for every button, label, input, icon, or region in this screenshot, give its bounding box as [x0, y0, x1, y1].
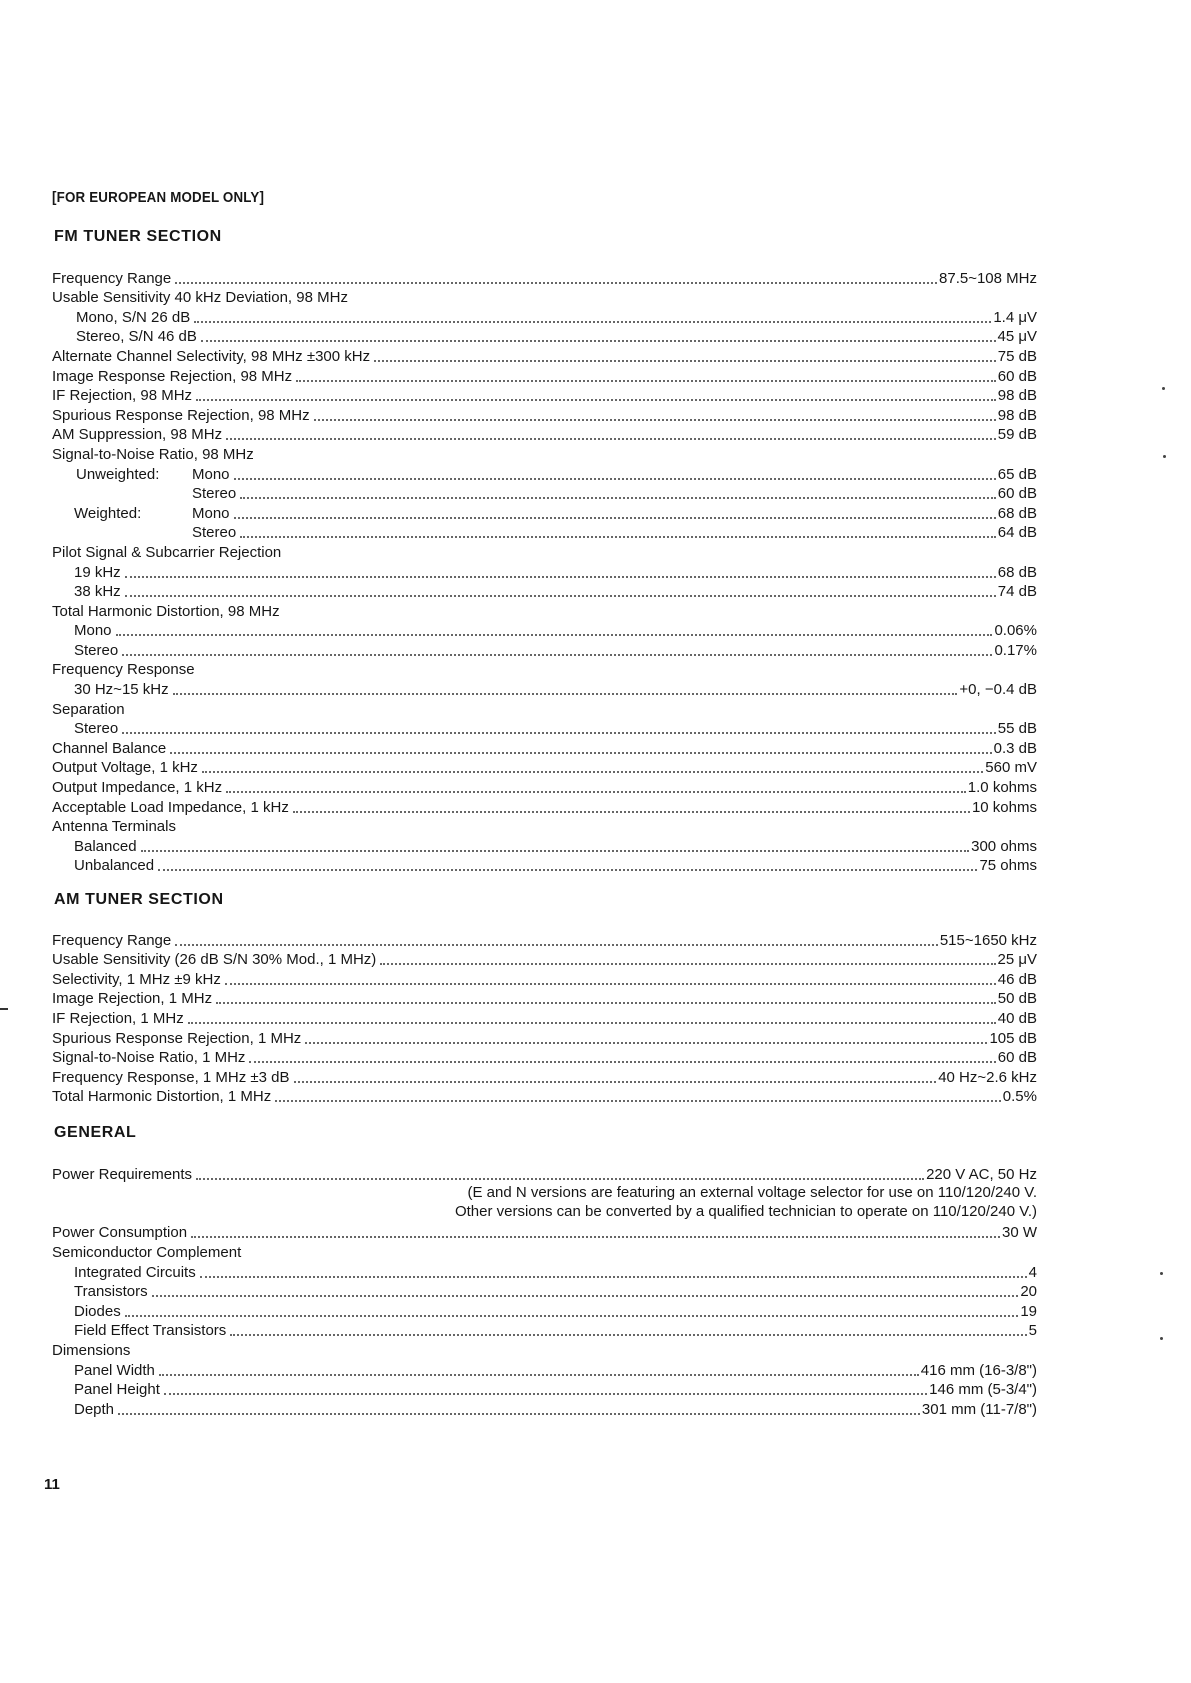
- spec-value: 20: [1020, 1283, 1037, 1301]
- spec-value: 59 dB: [997, 426, 1037, 444]
- spec-row: [52, 267, 1037, 287]
- spec-value: 75 ohms: [979, 857, 1037, 875]
- dot-leader: [202, 758, 983, 773]
- spec-value: 146 mm (5-3/4"): [929, 1381, 1037, 1399]
- spec-label: Diodes: [74, 1302, 121, 1320]
- voltage-note-line-2: Other versions can be converted by a qualified technician to operate on 110/120/240 V.): [454, 1203, 1037, 1221]
- spec-value: 46 dB: [997, 970, 1037, 988]
- spec-subheading: Dimensions: [52, 1341, 131, 1359]
- spec-value: 1.0 kohms: [967, 779, 1037, 797]
- dot-leader: [216, 989, 996, 1004]
- spec-label: Total Harmonic Distortion, 1 MHz: [52, 1088, 272, 1106]
- spec-value: 64 dB: [997, 524, 1037, 542]
- spec-value: 68 dB: [997, 563, 1037, 581]
- spec-row: [52, 385, 1037, 405]
- spec-label: Power Consumption: [52, 1224, 188, 1242]
- dot-leader: [374, 347, 996, 362]
- spec-subheading: Usable Sensitivity 40 kHz Deviation, 98 MHz: [52, 289, 348, 307]
- spec-label: Image Response Rejection, 98 MHz: [52, 367, 293, 385]
- dot-leader: [200, 1263, 1027, 1278]
- spec-label: Integrated Circuits: [74, 1263, 196, 1281]
- spec-row: [52, 968, 1037, 988]
- spec-row: [52, 1379, 1037, 1399]
- dot-leader: [201, 327, 996, 342]
- spec-label: Stereo: [192, 524, 237, 542]
- spec-value: 0.5%: [1002, 1088, 1037, 1106]
- spec-label: Signal-to-Noise Ratio, 1 MHz: [52, 1049, 246, 1067]
- general-section-title: GENERAL: [54, 1124, 137, 1141]
- spec-value: 560 mV: [985, 759, 1037, 777]
- spec-value: 40 dB: [997, 1009, 1037, 1027]
- dot-leader: [314, 406, 996, 421]
- spec-value: 87.5~108 MHz: [939, 269, 1037, 287]
- dot-leader: [125, 1302, 1019, 1317]
- dot-leader: [122, 641, 992, 656]
- scan-speck: [1160, 1337, 1163, 1340]
- spec-label: Acceptable Load Impedance, 1 kHz: [52, 798, 289, 816]
- dot-leader: [249, 1048, 995, 1063]
- am-spec-list: [52, 929, 1037, 1105]
- spec-value: 105 dB: [989, 1029, 1037, 1047]
- spec-label: Frequency Response, 1 MHz ±3 dB: [52, 1068, 290, 1086]
- spec-label: Balanced: [74, 837, 137, 855]
- spec-subheading: Frequency Response: [52, 661, 195, 679]
- spec-row: [52, 949, 1037, 969]
- spec-row: [52, 463, 1037, 483]
- spec-value: 300 ohms: [971, 837, 1037, 855]
- spec-label: Stereo: [74, 720, 119, 738]
- spec-row: [52, 424, 1037, 444]
- spec-value: 0.17%: [994, 641, 1037, 659]
- spec-subheading: Total Harmonic Distortion, 98 MHz: [52, 602, 280, 620]
- spec-row: [52, 1066, 1037, 1086]
- dot-leader: [230, 1321, 1026, 1336]
- dot-leader: [170, 739, 991, 754]
- am-section-title: AM TUNER SECTION: [54, 891, 224, 908]
- dot-leader: [125, 582, 996, 597]
- spec-label: Mono: [74, 622, 112, 640]
- spec-label: Spurious Response Rejection, 98 MHz: [52, 406, 310, 424]
- spec-label: Spurious Response Rejection, 1 MHz: [52, 1029, 302, 1047]
- scan-speck: [1162, 387, 1165, 390]
- spec-value: 65 dB: [997, 465, 1037, 483]
- region-note: [FOR EUROPEAN MODEL ONLY]: [52, 190, 265, 206]
- dot-leader: [118, 1400, 920, 1415]
- spec-label: Image Rejection, 1 MHz: [52, 990, 213, 1008]
- dot-leader: [234, 465, 996, 480]
- spec-subheading: Semiconductor Complement: [52, 1243, 242, 1261]
- spec-label: IF Rejection, 98 MHz: [52, 387, 193, 405]
- dot-leader: [125, 563, 996, 578]
- spec-row: [52, 483, 1037, 503]
- spec-value: 50 dB: [997, 990, 1037, 1008]
- spec-label: Mono, S/N 26 dB: [76, 308, 191, 326]
- spec-subheading: Pilot Signal & Subcarrier Rejection: [52, 543, 282, 561]
- spec-value: 416 mm (16-3/8"): [920, 1361, 1037, 1379]
- dot-leader: [305, 1029, 987, 1044]
- dot-leader: [294, 1068, 937, 1083]
- spec-row: [52, 1261, 1037, 1281]
- dot-leader: [226, 778, 966, 793]
- spec-page: [52, 0, 1037, 1683]
- dot-leader: [275, 1087, 1001, 1102]
- spec-row: [52, 1007, 1037, 1027]
- dot-leader: [175, 269, 937, 284]
- spec-value: 0.3 dB: [993, 739, 1037, 757]
- general-spec-list: [52, 1163, 1037, 1418]
- dot-leader: [194, 308, 991, 323]
- spec-label: Power Requirements: [52, 1165, 193, 1183]
- dot-leader: [122, 719, 996, 734]
- spec-row: [52, 639, 1037, 659]
- spec-value: 515~1650 kHz: [939, 931, 1037, 949]
- spec-value: 220 V AC, 50 Hz: [926, 1165, 1037, 1183]
- spec-row: [52, 306, 1037, 326]
- spec-row: [52, 326, 1037, 346]
- dot-leader: [173, 680, 958, 695]
- spec-row: [52, 776, 1037, 796]
- spec-value: 60 dB: [997, 485, 1037, 503]
- spec-row: [52, 1027, 1037, 1047]
- dot-leader: [296, 367, 996, 382]
- spec-value: 4: [1028, 1263, 1037, 1281]
- spec-label: 38 kHz: [74, 583, 121, 601]
- spec-row: [52, 737, 1037, 757]
- scan-speck: [1160, 1272, 1163, 1275]
- scan-speck: [1163, 455, 1166, 458]
- spec-subheading: Signal-to-Noise Ratio, 98 MHz: [52, 445, 254, 463]
- spec-label: Field Effect Transistors: [74, 1322, 227, 1340]
- dot-leader: [240, 523, 996, 538]
- dot-leader: [116, 621, 993, 636]
- dot-leader: [164, 1380, 927, 1395]
- spec-row: [52, 522, 1037, 542]
- spec-value: 98 dB: [997, 387, 1037, 405]
- spec-label: 19 kHz: [74, 563, 121, 581]
- spec-row: [52, 561, 1037, 581]
- spec-row: [52, 718, 1037, 738]
- spec-value: 45 μV: [997, 328, 1037, 346]
- spec-label: Frequency Range: [52, 931, 172, 949]
- spec-row: [52, 345, 1037, 365]
- dot-leader: [293, 798, 970, 813]
- spec-value: 19: [1020, 1302, 1037, 1320]
- spec-label: Selectivity, 1 MHz ±9 kHz: [52, 970, 221, 988]
- voltage-note-line-1: (E and N versions are featuring an external voltage selector for use on 110/120/240 V.: [467, 1183, 1037, 1201]
- spec-label: Mono: [192, 465, 230, 483]
- spec-label: Stereo, S/N 46 dB: [76, 328, 197, 346]
- dot-leader: [380, 950, 995, 965]
- spec-label: Channel Balance: [52, 739, 167, 757]
- spec-row: [52, 835, 1037, 855]
- page-number: 11: [44, 1476, 60, 1493]
- dot-leader: [196, 1165, 924, 1180]
- spec-row: [52, 1086, 1037, 1106]
- spec-value: 40 Hz~2.6 kHz: [938, 1068, 1037, 1086]
- spec-row: [52, 581, 1037, 601]
- spec-label: Panel Height: [74, 1381, 160, 1399]
- spec-label: Stereo: [192, 485, 237, 503]
- spec-value: 68 dB: [997, 504, 1037, 522]
- spec-label: Output Voltage, 1 kHz: [52, 759, 198, 777]
- dot-leader: [225, 970, 996, 985]
- spec-row: [52, 929, 1037, 949]
- spec-row: [52, 1047, 1037, 1067]
- spec-label: Output Impedance, 1 kHz: [52, 779, 223, 797]
- fm-spec-list: [52, 267, 1037, 874]
- spec-group-label: Unweighted:: [76, 465, 160, 483]
- spec-value: 0.06%: [994, 622, 1037, 640]
- spec-label: IF Rejection, 1 MHz: [52, 1009, 184, 1027]
- spec-label: Unbalanced: [74, 857, 155, 875]
- spec-label: Stereo: [74, 641, 119, 659]
- spec-row: [52, 1281, 1037, 1301]
- spec-value: 55 dB: [997, 720, 1037, 738]
- spec-row: [52, 620, 1037, 640]
- spec-label: Alternate Channel Selectivity, 98 MHz ±300 kHz: [52, 347, 371, 365]
- spec-label: Usable Sensitivity (26 dB S/N 30% Mod., 1 MHz): [52, 951, 377, 969]
- fm-section-title: FM TUNER SECTION: [54, 228, 222, 245]
- dot-leader: [226, 425, 996, 440]
- spec-row: [52, 988, 1037, 1008]
- spec-label: Transistors: [74, 1283, 148, 1301]
- spec-value: 5: [1028, 1322, 1037, 1340]
- spec-label: Frequency Range: [52, 269, 172, 287]
- dot-leader: [152, 1282, 1019, 1297]
- dot-leader: [159, 1361, 919, 1376]
- dot-leader: [234, 504, 996, 519]
- spec-row: [52, 365, 1037, 385]
- scan-mark: [0, 1008, 8, 1010]
- dot-leader: [175, 931, 938, 946]
- spec-value: 1.4 μV: [993, 308, 1037, 326]
- spec-label: Panel Width: [74, 1361, 155, 1379]
- spec-group-label: Weighted:: [74, 504, 142, 522]
- spec-value: 98 dB: [997, 406, 1037, 424]
- spec-row: [52, 1320, 1037, 1340]
- spec-value: 301 mm (11-7/8"): [921, 1400, 1037, 1418]
- spec-row: [52, 502, 1037, 522]
- spec-row: [52, 678, 1037, 698]
- spec-value: 75 dB: [997, 347, 1037, 365]
- spec-row: [52, 1300, 1037, 1320]
- spec-subheading: Separation: [52, 700, 125, 718]
- spec-row: [52, 796, 1037, 816]
- spec-value: 10 kohms: [971, 798, 1037, 816]
- spec-label: 30 Hz~15 kHz: [74, 681, 169, 699]
- dot-leader: [240, 484, 996, 499]
- spec-row: [52, 1222, 1037, 1242]
- dot-leader: [158, 856, 977, 871]
- spec-value: 74 dB: [997, 583, 1037, 601]
- spec-row: [52, 404, 1037, 424]
- dot-leader: [188, 1009, 996, 1024]
- dot-leader: [196, 386, 996, 401]
- spec-label: Depth: [74, 1400, 115, 1418]
- spec-value: 60 dB: [997, 367, 1037, 385]
- spec-value: +0, −0.4 dB: [959, 681, 1037, 699]
- spec-label: Mono: [192, 504, 230, 522]
- spec-row: [52, 1163, 1037, 1183]
- dot-leader: [141, 837, 970, 852]
- spec-row: [52, 855, 1037, 875]
- spec-row: [52, 1398, 1037, 1418]
- dot-leader: [191, 1223, 1000, 1238]
- spec-value: 30 W: [1001, 1224, 1037, 1242]
- spec-value: 25 μV: [997, 951, 1037, 969]
- spec-label: AM Suppression, 98 MHz: [52, 426, 223, 444]
- spec-row: [52, 1359, 1037, 1379]
- spec-subheading: Antenna Terminals: [52, 818, 176, 836]
- spec-value: 60 dB: [997, 1049, 1037, 1067]
- spec-row: [52, 757, 1037, 777]
